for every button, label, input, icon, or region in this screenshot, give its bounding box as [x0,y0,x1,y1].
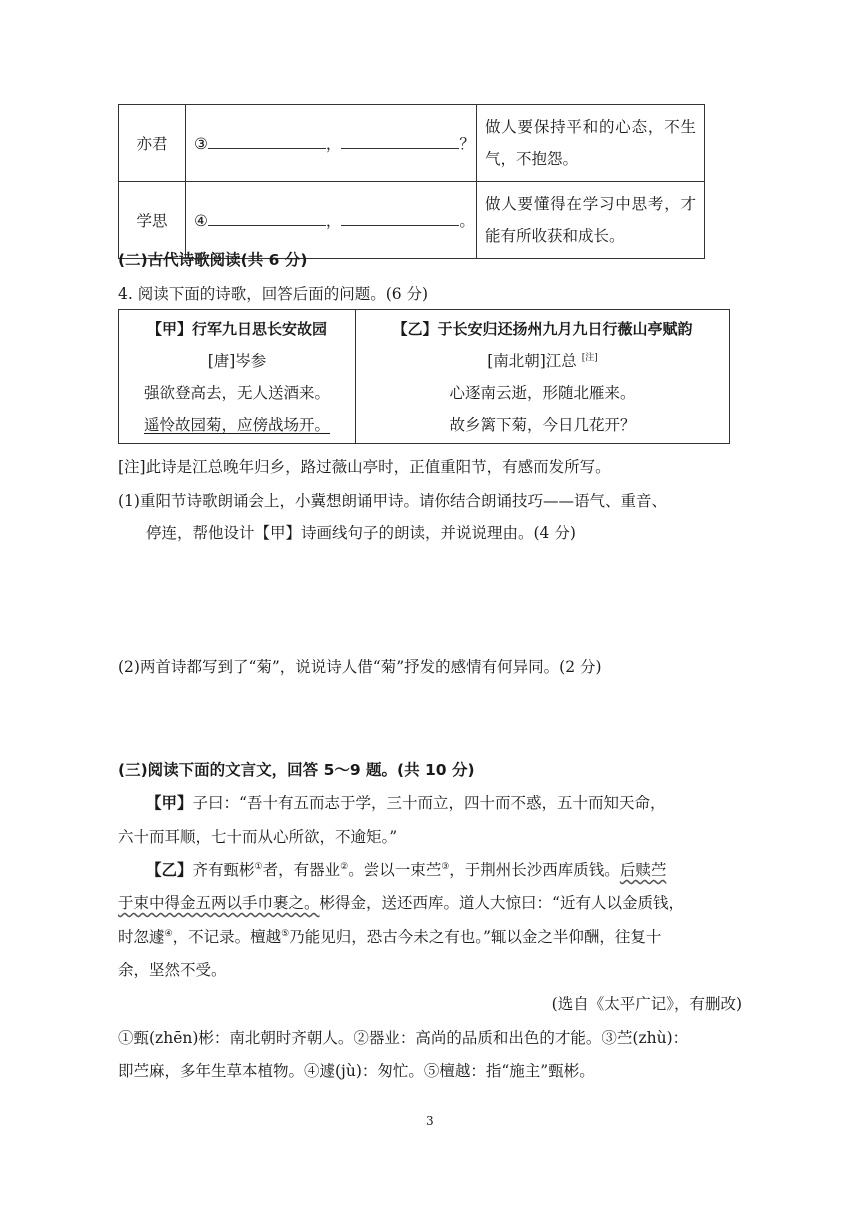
poem-jia [119,310,356,444]
table-row [119,105,705,182]
table-row [119,310,730,444]
yi-text: ，于荆州长沙西库质钱。 [449,861,620,879]
jia-text: 子曰：“吾十有五而志于学，三十而立，四十而不惑，五十而知天命， [192,794,666,812]
note-mark: ④ [164,928,173,939]
wavy-underlined-text: 后赎苎 [619,861,667,879]
classical-yi-line1 [146,858,666,880]
note-mark: ② [340,861,349,872]
poem-yi-line2: 故乡篱下菊，今日几花开？ [449,415,636,434]
annotations-line2: 即苎麻，多年生草本植物。④遽(jù)：匆忙。⑤檀越：指“施主”甄彬。 [118,1062,595,1080]
answer-blank[interactable] [208,211,326,226]
poem-yi-author: [南北朝]江总 [487,351,577,370]
row-name: 亦君 [119,105,186,182]
question-4-1-line2: 停连，帮他设计【甲】诗画线句子的朗读，并说说理由。(4 分) [146,524,576,542]
poem-jia-line2: 遥怜故园菊，应傍战场开。 [143,415,330,434]
answer-blank[interactable] [341,211,459,226]
yi-text: 。尝以一束苎 [348,861,442,879]
poem-yi-line1: 心逐南云逝，形随北雁来。 [449,383,636,402]
annotations-line1: ①甄(zhēn)彬：南北朝时齐朝人。②器业：高尚的品质和出色的才能。③苎(zhù)： [118,1029,689,1047]
classical-yi-line4: 余，坚然不受。 [118,961,227,979]
yi-text: 乃能见归，恐古今未之有也。”辄以金之半仰酬，往复十 [289,928,662,946]
yi-label: 【乙】 [146,861,193,879]
blank-end: 。 [459,212,475,230]
question-4-2: (2)两首诗都写到了“菊”，说说诗人借“菊”抒发的感情有何异同。(2 分) [118,658,602,676]
poem-note: [注]此诗是江总晚年归乡，路过薇山亭时，正值重阳节，有感而发所写。 [118,458,611,476]
question-4: 4. 阅读下面的诗歌，回答后面的问题。(6 分) [118,285,429,303]
blank-sep: ， [325,212,342,230]
blank-end: ？ [459,135,475,153]
poem-jia-title: 【甲】行军九日思长安故园 [146,319,327,338]
answer-blank[interactable] [341,134,459,149]
jia-label: 【甲】 [146,794,193,812]
poem-jia-line1: 强欲登高去，无人送酒来。 [143,383,330,402]
blank-number: ④ [194,212,208,230]
source-citation: (选自《太平广记》，有删改) [551,995,742,1013]
section3-heading: (三)阅读下面的文言文，回答 5～9 题。(共 10 分) [118,761,475,779]
classical-jia-line1 [146,791,665,813]
poem-yi [356,310,730,444]
question-4-1-line1: (1)重阳节诗歌朗诵会上，小冀想朗诵甲诗。请你结合朗诵技巧——语气、重音、 [118,492,667,510]
note-mark: ① [254,861,263,872]
yi-text: 彬得金，送还西库。道人大惊曰：“近有人以金质钱， [319,894,684,912]
classical-yi-line3 [118,925,661,947]
yi-text: 齐有甄彬 [192,861,255,879]
row-desc: 做人要保持平和的心态，不生气，不抱怨。 [476,105,704,182]
section2-heading: (二)古代诗歌阅读(共 6 分) [118,251,308,269]
blank-cell [186,182,477,259]
yi-text: ，不记录。檀越 [172,928,282,946]
blank-number: ③ [194,135,208,153]
poems-table [118,309,730,444]
yi-text: 时忽遽 [118,928,165,946]
note-mark: ③ [441,861,450,872]
note-mark: ⑤ [281,928,290,939]
blank-sep: ， [325,135,342,153]
fill-blank-table [118,104,705,259]
row-name: 学思 [119,182,186,259]
table-row [119,182,705,259]
poem-jia-author: [唐]岑参 [207,351,267,370]
wavy-underlined-text: 于束中得金五两以手巾裹之。 [118,894,320,912]
classical-jia-line2: 六十而耳顺，七十而从心所欲，不逾矩。” [118,828,398,846]
answer-blank[interactable] [208,134,326,149]
poem-yi-title: 【乙】于长安归还扬州九月九日行薇山亭赋韵 [392,319,693,338]
yi-text: 者，有器业 [262,861,341,879]
blank-cell [186,105,477,182]
row-desc: 做人要懂得在学习中思考，才能有所收获和成长。 [476,182,704,259]
poem-yi-note-mark: [注] [581,352,598,363]
classical-yi-line2 [118,891,684,913]
page-number: 3 [426,1114,434,1128]
